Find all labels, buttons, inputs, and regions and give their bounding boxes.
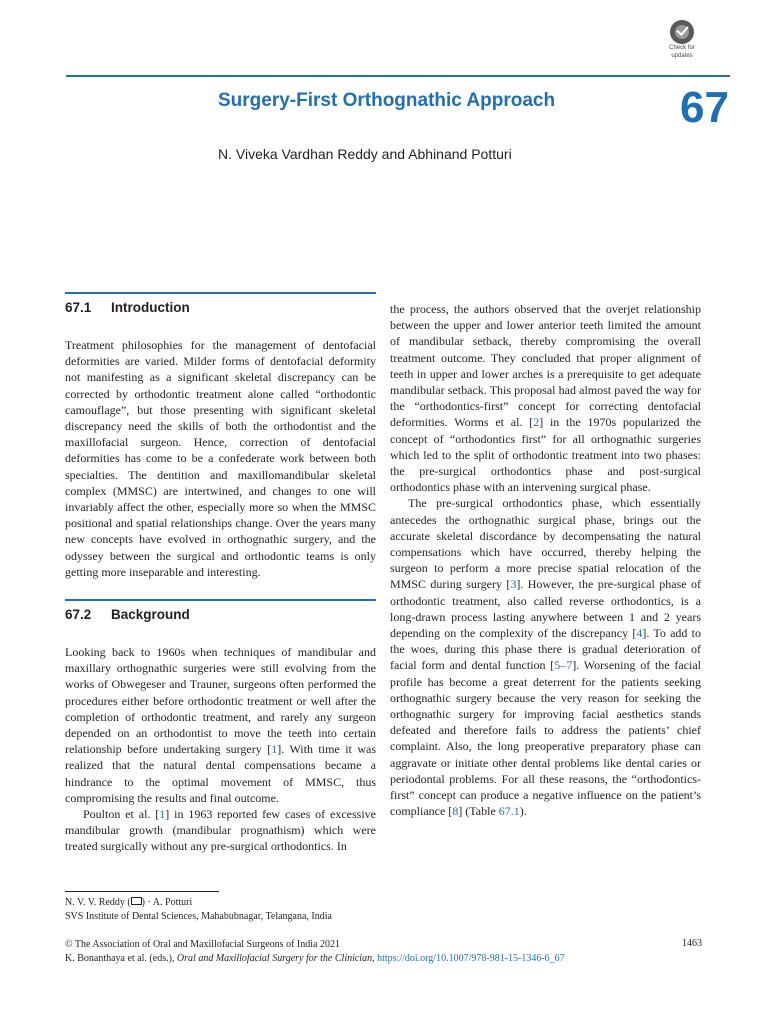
section-heading-introduction — [65, 300, 376, 320]
badge-line-2: updates — [671, 53, 693, 59]
section-title: Background — [111, 607, 190, 623]
citation-link[interactable]: 8 — [452, 804, 459, 819]
email-envelope-icon[interactable] — [131, 897, 142, 905]
citation-link[interactable]: 2 — [533, 415, 540, 430]
copyright-block — [65, 938, 705, 966]
citation-link[interactable]: 1 — [159, 807, 166, 822]
citation-link[interactable]: 1 — [271, 742, 278, 757]
doi-link[interactable]: https://doi.org/10.1007/978-981-15-1346-6_67 — [377, 953, 565, 964]
footnote-authors: N. V. V. Reddy ( ) · A. Potturi — [65, 897, 193, 908]
check-for-updates-badge[interactable] — [662, 20, 702, 64]
chapter-title: Surgery-First Orthognathic Approach — [218, 90, 556, 111]
background-paragraph-1: Looking back to 1960s when techniques of mandibular and maxillary orthognathic surgeries were still evolving from the works of Obwegeser and Trauner, surgeons often performed the procedures either before orthodontic treatment or well after the completion of orthodontic treatment, and rarely any surgeon depended on an orthodontist to move the teeth into certain relationship before undertaking surgery [1]. With time it was realized that the natural dental compensations became a hindrance to the optimal movement of MMSC, thus compromising the results and final outcome. — [65, 645, 376, 805]
intro-paragraph-1: Treatment philosophies for the management of dentofacial deformities are varied. Milder forms of dentofacial deformity not manifesting as a significant skeletal discrepancy can be corrected by orthodontic treatment alone called “orthodontic camouflage”, but those presenting with significant skeletal discrepancy need the skills of both the orthodontist and the maxillofacial surgeon. Hence, correction of dentofacial deformities has come to be a confederate work between both specialties. The dentition and maxillomandibular skeletal complex (MMSC) are intertwined, and changes to one will invariably affect the other, especially more so when the MMSC positional and spatial relationships change. Over the years many new concepts have evolved in orthognathic surgery, and the odyssey between the surgical and orthodontic teams is only getting more inseparable and interesting. — [65, 338, 376, 579]
right-column — [390, 301, 701, 820]
chapter-authors: N. Viveka Vardhan Reddy and Abhinand Potturi — [218, 146, 512, 162]
citation-link[interactable]: 4 — [636, 626, 643, 641]
table-link[interactable]: 67.1 — [498, 804, 520, 819]
badge-line-1: Check for — [669, 45, 695, 51]
chapter-top-rule — [66, 75, 730, 77]
section-title: Introduction — [111, 300, 190, 315]
section-number: 67.2 — [65, 607, 92, 623]
section-number: 67.1 — [65, 300, 92, 315]
citation-link[interactable]: 3 — [510, 577, 517, 592]
background-paragraph-4: The pre-surgical orthodontics phase, which essentially antecedes the orthognathic surgical phase, brings out the accurate skeletal discordance by decompensating the natural compensations which have occurred, thereby helping the surgeon to perform a more precise spatial relocation of the MMSC during surgery [3]. However, the pre-surgical phase of orthodontic treatment, also called reverse orthodontics, is a long-drawn process lasting anywhere between 1 and 2 years depending on the complexity of the discrepancy [4]. To add to the woes, during this phase there is gradual deterioration of facial form and dental function [5–7]. Worsening of the facial profile has become a great deterrent for the patients seeking orthognathic surgery because the very reason for seeking the orthognathic surgery for improving facial aesthetics stands defeated and therefore fails to address the patients’ chief complaint. Also, the long preoperative preparatory phase can aggravate or initiate other dental problems like dental caries or periodontal problems. For all these reasons, the “orthodontics-first” concept can produce a negative influence on the patient’s compliance [8] (Table 67.1). — [390, 496, 702, 819]
background-paragraph-3: the process, the authors observed that the overjet relationship between the upper and lower anterior teeth limited the amount of mandibular setback, thereby compromising the overall treatment outcome. They concluded that proper alignment of teeth in upper and lower arches is a prerequisite to get adequate mandibular setback. This proposal had almost paved the way for the “orthodontics-first” concept for correcting dentofacial deformities. Worms et al. [2] in the 1970s popularized the concept of “orthodontics first” for all orthognathic surgeries which led to the split of orthodontic treatment into two phases: the pre-surgical orthodontics phase and post-surgical orthodontics phase with an intervening surgical phase. — [390, 302, 701, 495]
background-paragraph-2: Poulton et al. [1] in 1963 reported few cases of excessive mandibular growth (mandibular prognathism) which were treated surgically without any pre-surgical orthodontics. In — [65, 807, 376, 854]
check-updates-icon — [670, 20, 694, 44]
section-rule — [65, 599, 376, 601]
footnote-rule — [65, 891, 219, 892]
section-rule — [65, 292, 376, 294]
author-footnote — [65, 896, 332, 924]
citation-line: K. Bonanthaya et al. (eds.), Oral and Maxillofacial Surgery for the Clinician, https://doi.org/10.1007/978-981-15-1346-6_67 — [65, 953, 565, 964]
book-title: Oral and Maxillofacial Surgery for the Clinician — [176, 953, 373, 964]
section-heading-background — [65, 607, 376, 627]
left-column — [65, 292, 376, 855]
footnote-affiliation: SVS Institute of Dental Sciences, Mahabubnagar, Telangana, India — [65, 911, 332, 922]
citation-link[interactable]: 5–7 — [554, 658, 573, 673]
page-number: 1463 — [682, 938, 702, 949]
copyright-line: © The Association of Oral and Maxillofacial Surgeons of India 2021 — [65, 939, 340, 950]
chapter-number: 67 — [680, 83, 729, 132]
